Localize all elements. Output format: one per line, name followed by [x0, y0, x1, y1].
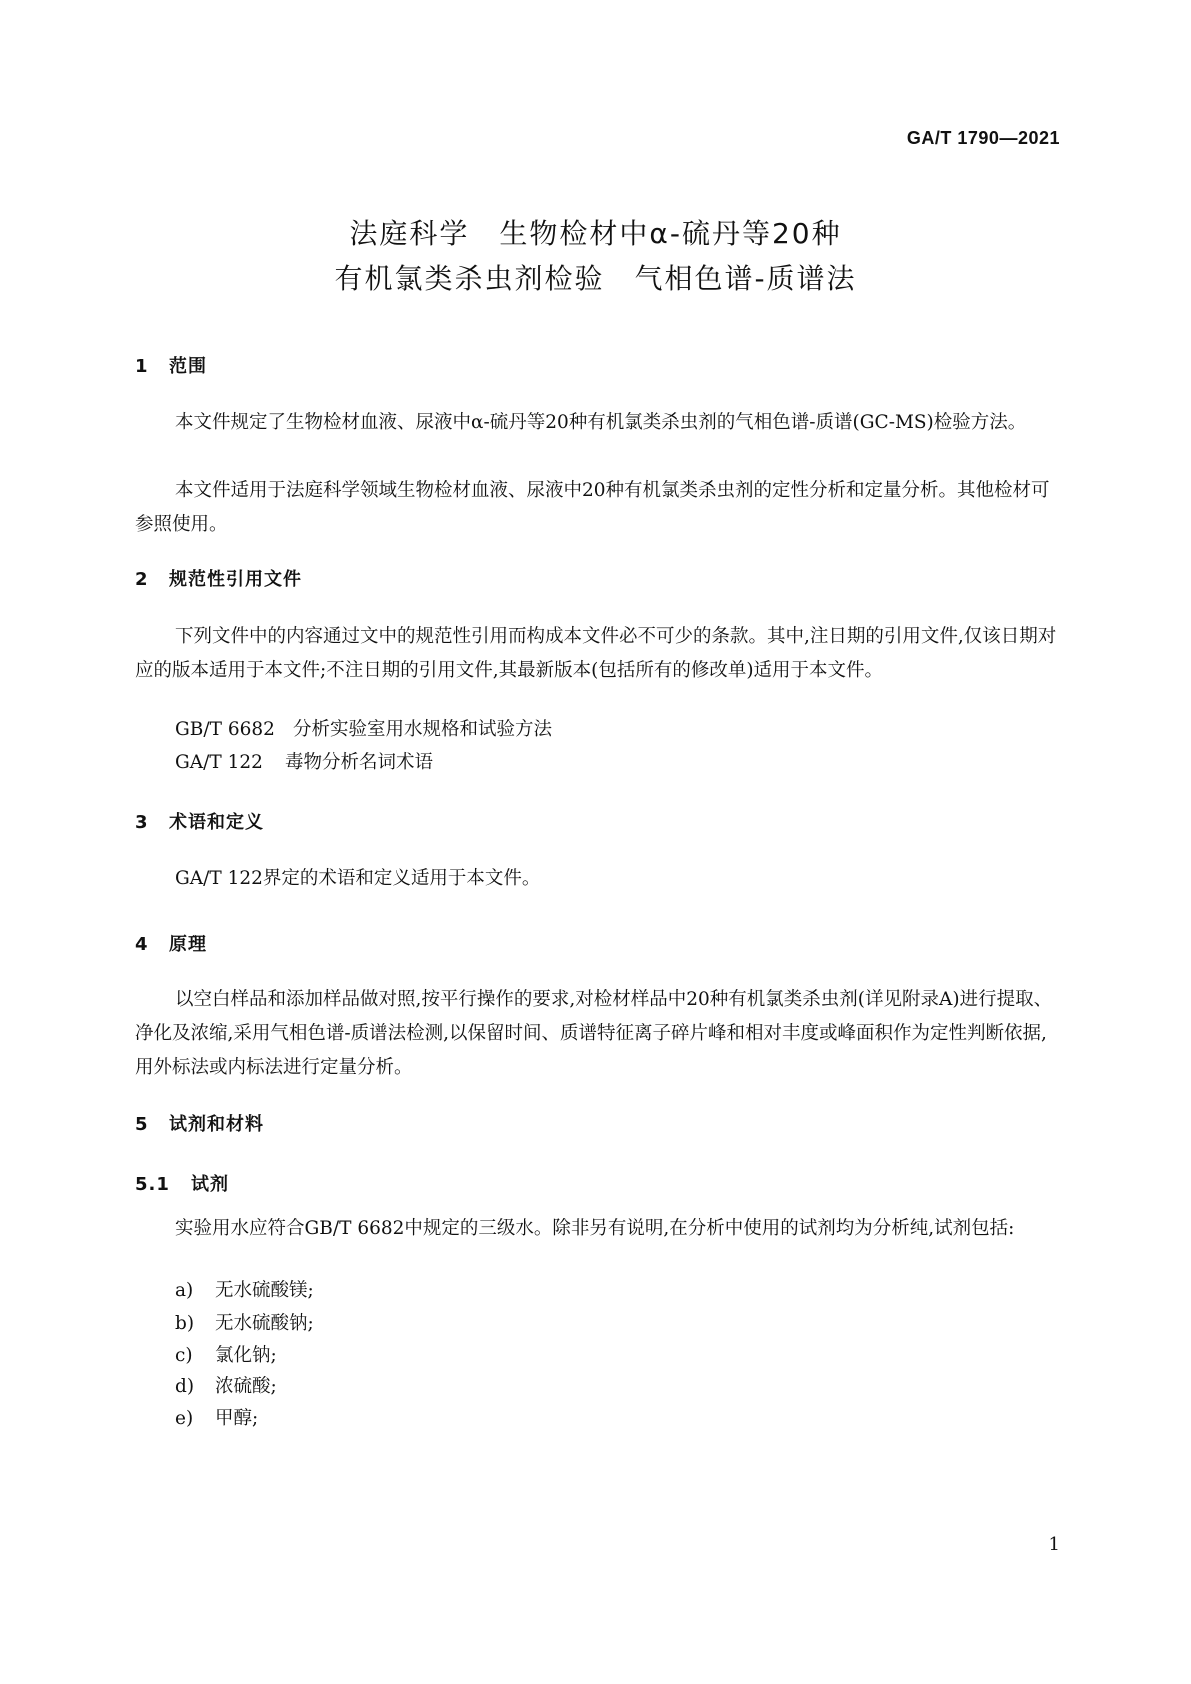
subsection-number: 5.1: [135, 1174, 170, 1195]
subsection-5-1-paragraph-1: 实验用水应符合GB/T 6682中规定的三级水。除非另有说明,在分析中使用的试剂均为分析纯,试剂包括:: [175, 1218, 1015, 1239]
section-2-heading: [135, 565, 302, 591]
list-item-label: d): [175, 1376, 195, 1397]
section-title: 原理: [169, 934, 207, 955]
section-4-heading: [135, 930, 207, 956]
section-3-heading: [135, 808, 264, 834]
section-title: 试剂和材料: [169, 1114, 264, 1135]
section-title: 规范性引用文件: [169, 569, 302, 590]
list-item: [175, 1341, 277, 1367]
list-item-text: 浓硫酸;: [215, 1376, 277, 1397]
list-item: [175, 1372, 277, 1398]
subsection-5-1-heading: [135, 1170, 229, 1196]
section-title: 范围: [169, 356, 207, 377]
normative-reference: [175, 715, 552, 741]
section-number: 5: [135, 1114, 149, 1135]
list-item-label: c): [175, 1345, 193, 1366]
list-item-text: 甲醇;: [215, 1408, 259, 1429]
section-number: 1: [135, 356, 149, 377]
document-title-line-2: 有机氯类杀虫剂检验 气相色谱-质谱法: [334, 262, 857, 295]
section-number: 3: [135, 812, 149, 833]
document-title-line-1: 法庭科学 生物检材中α-硫丹等20种: [349, 217, 842, 250]
section-number: 4: [135, 934, 149, 955]
list-item: [175, 1309, 314, 1335]
list-item-label: e): [175, 1408, 194, 1429]
standard-number: GA/T 1790—2021: [906, 128, 1060, 148]
section-3-paragraph-1: GA/T 122界定的术语和定义适用于本文件。: [175, 868, 541, 889]
reference-title: 毒物分析名词术语: [285, 752, 434, 773]
normative-reference: [175, 748, 433, 774]
section-title: 术语和定义: [169, 812, 264, 833]
section-1-heading: [135, 352, 207, 378]
subsection-title: 试剂: [191, 1174, 229, 1195]
reference-title: 分析实验室用水规格和试验方法: [293, 719, 553, 740]
list-item-text: 无水硫酸镁;: [215, 1280, 314, 1301]
list-item-text: 无水硫酸钠;: [215, 1313, 314, 1334]
section-number: 2: [135, 569, 149, 590]
section-4-paragraph-1: 以空白样品和添加样品做对照,按平行操作的要求,对检材样品中20种有机氯类杀虫剂(详见附录A)进行提取、净化及浓缩,采用气相色谱-质谱法检测,以保留时间、质谱特征离子碎片峰和相对丰度或峰面积作为定性判断依据,用外标法或内标法进行定量分析。: [135, 989, 1053, 1078]
section-2-paragraph-1: 下列文件中的内容通过文中的规范性引用而构成本文件必不可少的条款。其中,注日期的引用文件,仅该日期对应的版本适用于本文件;不注日期的引用文件,其最新版本(包括所有的修改单)适用于本文件。: [135, 626, 1057, 681]
list-item-label: a): [175, 1280, 194, 1301]
list-item-label: b): [175, 1313, 195, 1334]
section-1-paragraph-2: 本文件适用于法庭科学领域生物检材血液、尿液中20种有机氯类杀虫剂的定性分析和定量分析。其他检材可参照使用。: [135, 480, 1050, 535]
list-item: [175, 1404, 258, 1430]
section-5-heading: [135, 1110, 264, 1136]
list-item: [175, 1276, 314, 1302]
page-number: 1: [1048, 1534, 1060, 1555]
reference-code: GA/T 122: [175, 752, 263, 773]
section-1-paragraph-1: 本文件规定了生物检材血液、尿液中α-硫丹等20种有机氯类杀虫剂的气相色谱-质谱(GC-MS)检验方法。: [175, 412, 1027, 433]
list-item-text: 氯化钠;: [215, 1345, 277, 1366]
reference-code: GB/T 6682: [175, 719, 275, 740]
